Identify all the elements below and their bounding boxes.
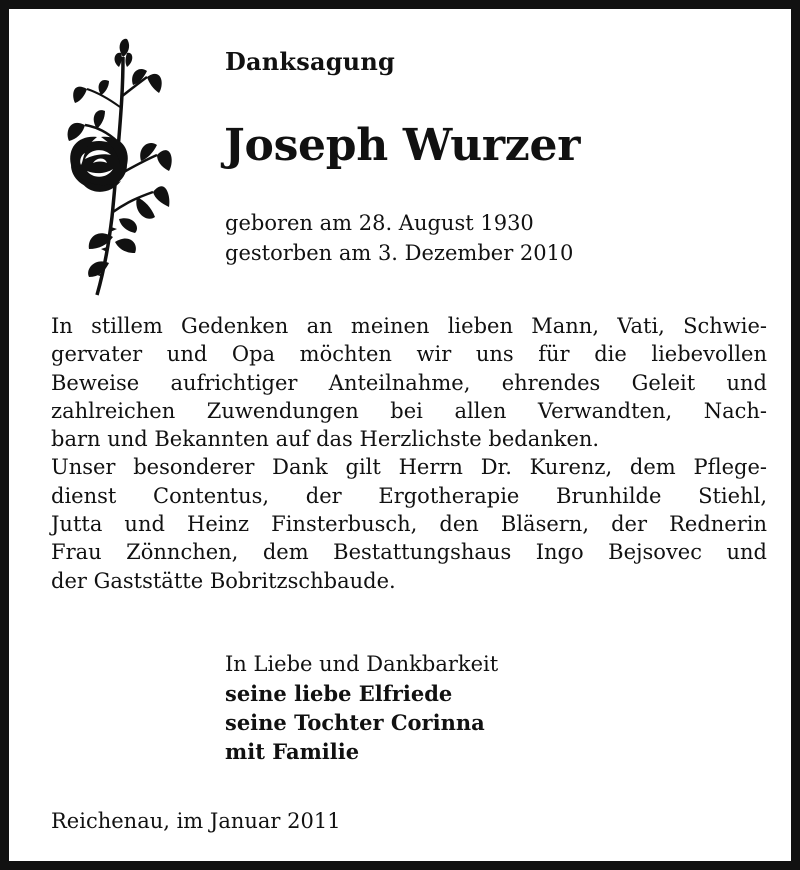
text-line: Jutta und Heinz Finsterbusch, den Bläsern, der Rednerin [51,512,767,537]
signature-line: seine liebe Elfriede [225,681,453,706]
text-line: In stillem Gedenken an meinen lieben Mann, Vati, Schwie- [51,314,767,338]
deceased-name: Joseph Wurzer [224,120,581,171]
text-line: Beweise aufrichtiger Anteilnahme, ehrendes Geleit und [51,370,767,395]
death-date: gestorben am 3. Dezember 2010 [225,241,574,265]
text-line: der Gaststätte Bobritzschbaude. [51,568,396,593]
thank-you-text [51,312,767,595]
life-dates [225,208,573,268]
signature-line: mit Familie [225,739,360,764]
text-line: Unser besonderer Dank gilt Herrn Dr. Kurenz, dem Pflege- [51,455,767,480]
rose-icon [57,37,175,299]
text-line: dienst Contentus, der Ergotherapie Brunhilde Stiehl, [51,483,767,508]
text-line: Frau Zönnchen, dem Bestattungshaus Ingo Bejsovec und [51,540,767,565]
signature-line: seine Tochter Corinna [225,710,485,735]
birth-date: geboren am 28. August 1930 [225,211,534,235]
closing-block [225,650,498,766]
place-date: Reichenau, im Januar 2011 [51,809,341,833]
text-line: zahlreichen Zuwendungen bei allen Verwandten, Nach- [51,398,767,423]
notice-heading: Danksagung [225,47,395,76]
text-line: barn und Bekannten auf das Herzlichste bedanken. [51,427,600,452]
text-line: gervater und Opa möchten wir uns für die liebevollen [51,342,767,367]
closing-intro: In Liebe und Dankbarkeit [225,652,499,676]
